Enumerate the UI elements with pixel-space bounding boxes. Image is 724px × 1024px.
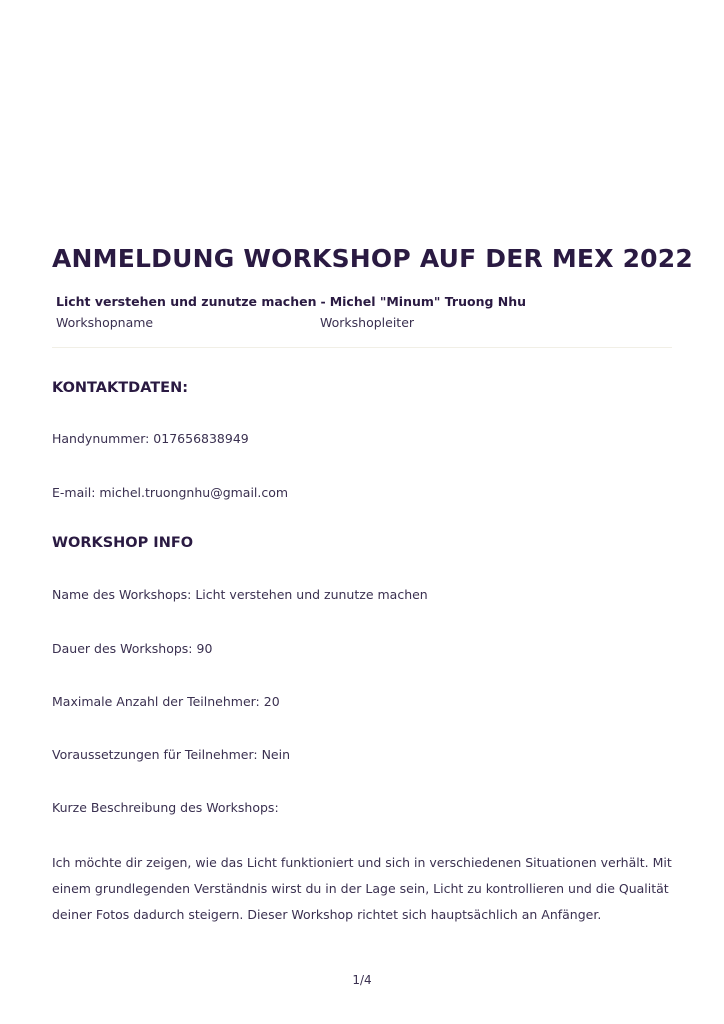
header-divider bbox=[52, 347, 672, 348]
page-number: 1/4 bbox=[352, 973, 372, 987]
header-separator: - bbox=[320, 294, 326, 309]
phone-field: Handynummer: 017656838949 bbox=[52, 431, 249, 446]
workshop-name-label: Workshopname bbox=[56, 315, 154, 330]
description-line: deiner Fotos dadurch steigern. Dieser Workshop richtet sich hauptsächlich an Anfänger. bbox=[52, 907, 602, 922]
workshop-duration-field: Dauer des Workshops: 90 bbox=[52, 641, 213, 656]
max-participants-field: Maximale Anzahl der Teilnehmer: 20 bbox=[52, 694, 280, 709]
description-line: einem grundlegenden Verständnis wirst du in der Lage sein, Licht zu kontrollieren und die Qualität bbox=[52, 881, 669, 896]
workshop-header-values bbox=[56, 294, 526, 309]
workshop-leader-label: Workshopleiter bbox=[320, 315, 415, 330]
page-title: ANMELDUNG WORKSHOP AUF DER MEX 2022 bbox=[52, 244, 693, 273]
workshop-leader-value: Michel "Minum" Truong Nhu bbox=[329, 294, 527, 309]
workshop-name-field: Name des Workshops: Licht verstehen und zunutze machen bbox=[52, 587, 428, 602]
workshop-header-labels bbox=[56, 315, 415, 330]
workshop-description bbox=[52, 850, 677, 928]
requirements-field: Voraussetzungen für Teilnehmer: Nein bbox=[52, 747, 291, 762]
workshop-info-heading: WORKSHOP INFO bbox=[52, 535, 194, 551]
email-field: E-mail: michel.truongnhu@gmail.com bbox=[52, 485, 289, 500]
contact-heading: KONTAKTDATEN: bbox=[52, 380, 189, 396]
description-line: Ich möchte dir zeigen, wie das Licht funktioniert und sich in verschiedenen Situationen verhält. Mit bbox=[52, 855, 672, 870]
workshop-name-value: Licht verstehen und zunutze machen bbox=[56, 294, 317, 309]
description-label: Kurze Beschreibung des Workshops: bbox=[52, 800, 279, 815]
